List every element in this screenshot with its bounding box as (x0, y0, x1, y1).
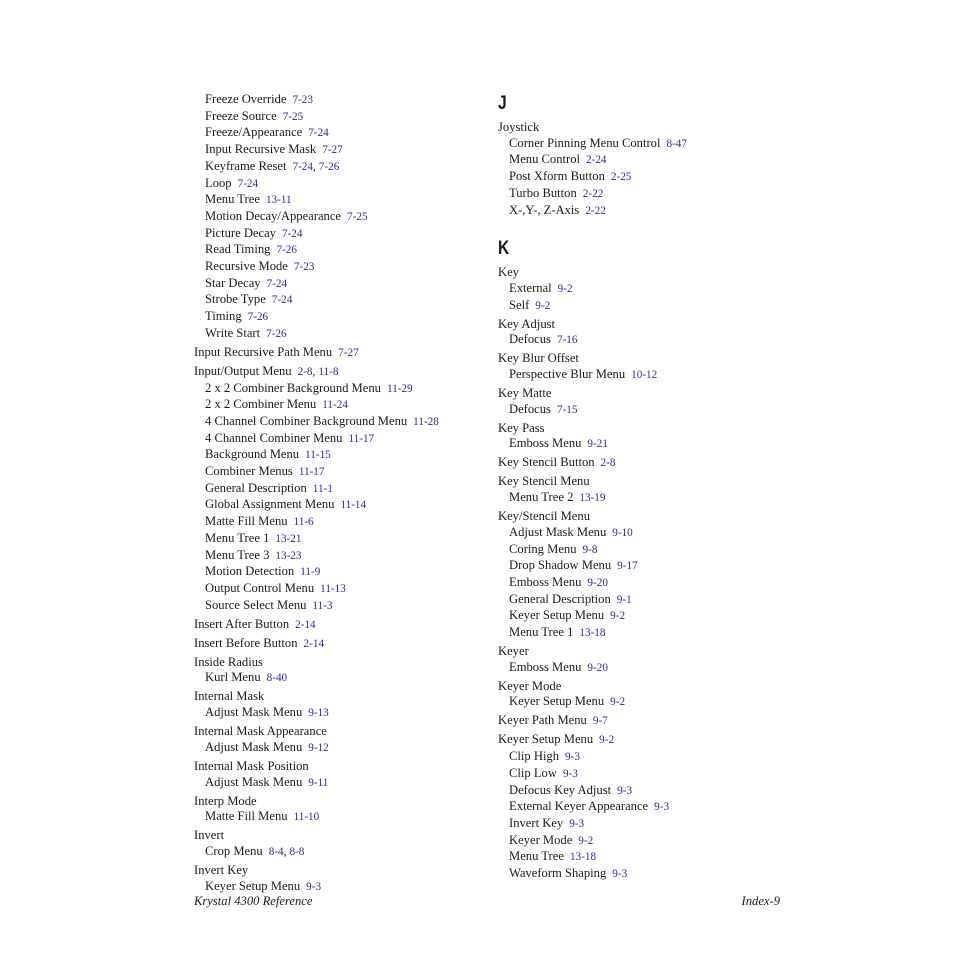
page-reference-link[interactable]: 7-26 (266, 327, 287, 340)
page-reference-link[interactable]: 11-15 (305, 449, 331, 462)
page-reference-link[interactable]: 9-3 (565, 751, 580, 764)
index-subentry (194, 809, 484, 826)
index-term: Freeze/Appearance (205, 125, 303, 140)
index-subentry (194, 844, 484, 861)
page-reference-link[interactable]: 7-27 (338, 346, 359, 359)
index-term: Matte Fill Menu (205, 514, 288, 529)
index-term: Invert (194, 828, 225, 843)
index-term: Write Start (205, 325, 261, 340)
ref-separator: , (313, 160, 316, 173)
index-letter-heading: J (498, 93, 507, 114)
page-reference-link[interactable]: 7-26 (247, 311, 269, 324)
index-subentry (194, 531, 484, 548)
index-term: External (509, 280, 552, 295)
page-reference-link[interactable]: 11-8 (318, 365, 339, 378)
index-subentry (498, 542, 788, 559)
index-term: Keyer Mode (498, 678, 562, 693)
index-term: Input Recursive Path Menu (194, 344, 333, 359)
index-entry (498, 265, 788, 281)
page-reference-link[interactable]: 7-23 (293, 261, 315, 274)
index-term: Defocus (509, 401, 551, 416)
page-reference-link[interactable]: 9-2 (610, 696, 626, 709)
index-subentry (498, 525, 788, 542)
page-reference-link[interactable]: 9-17 (617, 560, 638, 573)
page-reference-link[interactable]: 9-3 (654, 801, 670, 814)
index-term: Picture Decay (205, 225, 276, 240)
index-subentry (498, 866, 788, 883)
page-reference-link[interactable]: 11-13 (320, 582, 346, 595)
index-entry (498, 421, 788, 437)
index-term: Internal Mask Appearance (194, 724, 327, 739)
index-subentry (498, 783, 788, 800)
index-subentry (498, 849, 788, 866)
index-term: Motion Decay/Appearance (205, 208, 342, 223)
index-term: Turbo Button (509, 185, 577, 200)
index-term: Self (509, 297, 530, 312)
page-reference-link[interactable]: 9-1 (616, 593, 632, 606)
index-term: Keyer Mode (509, 832, 573, 847)
index-entry (194, 689, 484, 705)
index-subentry (194, 381, 484, 398)
index-term: 2 x 2 Combiner Menu (205, 397, 317, 412)
index-subentry (194, 431, 484, 448)
page-reference-link[interactable]: 9-2 (578, 834, 594, 847)
index-subentry (194, 879, 484, 896)
page-reference-link[interactable]: 11-24 (322, 399, 348, 412)
page-reference-link[interactable]: 13-18 (579, 627, 606, 640)
index-term: Recursive Mode (205, 259, 288, 274)
index-subentry (498, 169, 788, 186)
page-reference-link[interactable]: 7-24 (281, 227, 303, 240)
index-term: Menu Tree 1 (205, 530, 270, 545)
index-subentry (194, 481, 484, 498)
index-entry (194, 828, 484, 844)
index-term: Emboss Menu (509, 574, 582, 589)
page-reference-link[interactable]: 8-4 (268, 845, 284, 858)
index-entry (498, 386, 788, 402)
page-reference-link[interactable]: 9-2 (535, 299, 551, 312)
footer-title: Krystal 4300 Reference (194, 894, 313, 908)
index-term: Kurl Menu (205, 670, 261, 685)
index-subentry (498, 367, 788, 384)
page-reference-link[interactable]: 9-3 (562, 767, 578, 780)
page-reference-link[interactable]: 9-10 (612, 526, 633, 539)
page-reference-link[interactable]: 13-11 (265, 194, 292, 207)
index-entry (194, 655, 484, 671)
index-subentry (194, 670, 484, 687)
page-reference-link[interactable]: 7-27 (322, 144, 343, 157)
page-reference-link[interactable]: 2-8 (297, 365, 313, 378)
index-term: Motion Detection (205, 564, 295, 579)
index-entry (194, 724, 484, 740)
index-term: 2 x 2 Combiner Background Menu (205, 380, 381, 395)
page-reference-link[interactable]: 11-3 (312, 599, 333, 612)
index-term: Key Pass (498, 420, 545, 435)
index-subentry (194, 192, 484, 209)
index-term: Post Xform Button (509, 169, 605, 184)
index-term: Joystick (498, 120, 540, 134)
page-reference-link[interactable]: 8-40 (266, 672, 288, 685)
index-term: Global Assignment Menu (205, 497, 335, 512)
index-term: Insert After Button (194, 616, 290, 631)
page-reference-link[interactable]: 11-29 (386, 382, 413, 395)
index-subentry (194, 548, 484, 565)
index-term: Emboss Menu (509, 659, 582, 674)
index-term: Defocus (509, 332, 551, 347)
page-reference-link[interactable]: 11-14 (340, 499, 367, 512)
index-entry (498, 679, 788, 695)
index-subentry (194, 92, 484, 109)
index-term: Defocus Key Adjust (509, 782, 612, 797)
index-subentry (194, 497, 484, 514)
page-reference-link[interactable]: 9-12 (308, 741, 329, 754)
page-reference-link[interactable]: 13-21 (275, 532, 302, 545)
page-reference-link[interactable]: 7-26 (276, 244, 297, 257)
index-term: Adjust Mask Menu (205, 739, 303, 754)
index-term: Key/Stencil Menu (498, 509, 590, 524)
page-reference-link[interactable]: 11-9 (300, 566, 321, 579)
index-term: Matte Fill Menu (205, 809, 288, 824)
index-subentry (498, 298, 788, 315)
index-term: Menu Tree 2 (509, 490, 574, 505)
index-entry (498, 474, 788, 490)
index-term: X-,Y-, Z-Axis (509, 202, 580, 217)
index-term: Keyframe Reset (205, 158, 287, 173)
index-subentry (498, 608, 788, 625)
index-term: Insert Before Button (194, 635, 298, 650)
index-term: Invert Key (509, 815, 564, 830)
index-subentry (194, 109, 484, 126)
index-subentry (498, 833, 788, 850)
index-term: Keyer Setup Menu (509, 608, 605, 623)
page-reference-link[interactable]: 13-23 (275, 549, 302, 562)
page-reference-link[interactable]: 2-14 (295, 618, 316, 631)
index-term: Read Timing (205, 242, 271, 257)
index-term: Output Control Menu (205, 580, 315, 595)
page-reference-link[interactable]: 7-24 (292, 160, 313, 173)
index-subentry (498, 558, 788, 575)
page-reference-link[interactable]: 9-2 (610, 610, 626, 623)
index-term: Adjust Mask Menu (205, 705, 303, 720)
page-reference-link[interactable]: 11-17 (348, 432, 375, 445)
page-reference-link[interactable]: 7-25 (347, 210, 368, 223)
page-reference-link[interactable]: 7-24 (308, 127, 329, 140)
index-subentry (498, 281, 788, 298)
index-subentry (498, 186, 788, 203)
section-spacer (498, 219, 788, 237)
index-entry (498, 732, 788, 749)
page-reference-link[interactable]: 9-21 (587, 438, 608, 451)
index-subentry (194, 581, 484, 598)
page-reference-link[interactable]: 9-13 (308, 707, 329, 720)
index-term: Input/Output Menu (194, 363, 292, 378)
index-term: Key Blur Offset (498, 351, 579, 366)
index-subentry (194, 142, 484, 159)
index-term: 4 Channel Combiner Menu (205, 430, 343, 445)
index-entry (498, 317, 788, 333)
page-reference-link[interactable]: 2-14 (303, 637, 325, 650)
page-reference-link[interactable]: 2-22 (585, 204, 606, 217)
index-subentry (194, 226, 484, 243)
index-entry (194, 636, 484, 653)
index-subentry (194, 292, 484, 309)
index-term: Menu Tree 1 (509, 625, 574, 640)
index-entry (498, 351, 788, 367)
index-subentry (194, 740, 484, 757)
index-subentry (194, 176, 484, 193)
index-subentry (498, 436, 788, 453)
page-reference-link[interactable]: 13-18 (569, 851, 597, 864)
index-term: Drop Shadow Menu (509, 558, 612, 573)
index-term: Keyer Setup Menu (498, 732, 594, 747)
page-reference-link[interactable]: 11-6 (293, 516, 314, 529)
page-reference-link[interactable]: 9-3 (569, 817, 585, 830)
index-entry (194, 617, 484, 634)
page-reference-link[interactable]: 11-1 (312, 482, 333, 495)
index-subentry (194, 259, 484, 276)
index-subentry (498, 694, 788, 711)
index-subentry (194, 397, 484, 414)
index-term: Internal Mask Position (194, 758, 309, 773)
index-term: General Description (509, 591, 611, 606)
page-reference-link[interactable]: 7-16 (556, 334, 578, 347)
page-reference-link[interactable]: 7-24 (266, 277, 288, 290)
page-reference-link[interactable]: 7-25 (282, 110, 304, 123)
index-term: Strobe Type (205, 292, 266, 307)
index-term: Menu Control (509, 152, 581, 167)
page-reference-link[interactable]: 9-3 (617, 784, 633, 797)
index-term: Menu Tree (205, 192, 260, 207)
index-term: Key Stencil Button (498, 455, 595, 470)
index-term: Clip Low (509, 765, 557, 780)
index-subentry (498, 660, 788, 677)
index-term: Keyer Setup Menu (509, 694, 605, 709)
index-subentry (498, 766, 788, 783)
index-term: General Description (205, 480, 307, 495)
index-subentry (498, 152, 788, 169)
index-term: Timing (205, 309, 242, 324)
index-subentry (194, 276, 484, 293)
index-term: Key (498, 265, 519, 280)
index-term: Invert Key (194, 862, 249, 877)
page-reference-link[interactable]: 9-20 (587, 661, 608, 674)
index-term: External Keyer Appearance (509, 799, 649, 814)
index-subentry (498, 332, 788, 349)
index-subentry (194, 775, 484, 792)
index-entry (194, 759, 484, 775)
page-reference-link[interactable]: 9-8 (582, 543, 598, 556)
index-entry (498, 120, 788, 136)
ref-separator: , (312, 365, 316, 378)
index-subentry (194, 447, 484, 464)
index-subentry (194, 414, 484, 431)
page-reference-link[interactable]: 11-17 (298, 466, 325, 479)
index-term: Menu Tree (509, 849, 564, 864)
page-reference-link[interactable]: 9-3 (612, 868, 628, 881)
index-subentry (194, 242, 484, 259)
page-reference-link[interactable]: 9-2 (557, 282, 573, 295)
index-subentry (498, 799, 788, 816)
index-term: Corner Pinning Menu Control (509, 135, 661, 150)
index-subentry (194, 159, 484, 176)
index-term: 4 Channel Combiner Background Menu (205, 413, 408, 428)
index-subentry (498, 816, 788, 833)
index-subentry (194, 705, 484, 722)
index-entry (498, 713, 788, 730)
index-subentry (498, 203, 788, 220)
index-term: Combiner Menus (205, 464, 293, 479)
footer-page-number: Index-9 (741, 894, 780, 908)
index-term: Waveform Shaping (509, 866, 607, 881)
index-term: Keyer (498, 644, 529, 659)
index-term: Key Stencil Menu (498, 474, 590, 489)
page-reference-link[interactable]: 10-12 (631, 369, 658, 382)
index-subentry (194, 464, 484, 481)
index-entry (194, 364, 484, 381)
index-entry (498, 455, 788, 472)
page-reference-link[interactable]: 2-22 (582, 187, 604, 200)
index-subentry (498, 402, 788, 419)
index-term: Freeze Source (205, 108, 277, 123)
index-term: Perspective Blur Menu (509, 367, 626, 382)
index-column-left (194, 92, 484, 895)
index-entry (194, 345, 484, 362)
index-term: Internal Mask (194, 689, 265, 704)
index-term: Inside Radius (194, 654, 263, 669)
page-reference-link[interactable]: 8-47 (666, 137, 687, 150)
index-entry (498, 509, 788, 525)
page-reference-link[interactable]: 11-28 (413, 415, 439, 428)
index-entry (194, 794, 484, 810)
index-subentry (194, 514, 484, 531)
page-reference-link[interactable]: 11-10 (293, 811, 320, 824)
page-reference-link[interactable]: 7-26 (318, 160, 340, 173)
page-reference-link[interactable]: 7-24 (271, 294, 293, 307)
index-term: Crop Menu (205, 843, 263, 858)
page-reference-link[interactable]: 2-25 (610, 171, 632, 184)
index-subentry (498, 136, 788, 153)
index-term: Adjust Mask Menu (205, 774, 303, 789)
index-term: Menu Tree 3 (205, 547, 270, 562)
index-term: Background Menu (205, 447, 300, 462)
page-reference-link[interactable]: 9-11 (308, 776, 329, 789)
page-reference-link[interactable]: 7-15 (556, 403, 578, 416)
page-reference-link[interactable]: 2-24 (586, 154, 607, 167)
index-letter-heading: K (498, 238, 510, 260)
index-subentry (498, 749, 788, 766)
index-subentry (194, 209, 484, 226)
index-term: Clip High (509, 749, 560, 764)
page-reference-link[interactable]: 9-20 (587, 576, 608, 589)
page-reference-link[interactable]: 9-7 (592, 715, 608, 728)
page-reference-link[interactable]: 9-3 (306, 880, 322, 893)
index-term: Adjust Mask Menu (509, 524, 607, 539)
index-subentry (194, 125, 484, 142)
page-reference-link[interactable]: 7-24 (237, 177, 259, 190)
index-term: Interp Mode (194, 793, 257, 808)
index-subentry (194, 564, 484, 581)
index-term: Key Adjust (498, 316, 556, 331)
index-subentry (194, 598, 484, 615)
index-subentry (498, 625, 788, 642)
page-reference-link[interactable]: 2-8 (600, 457, 616, 470)
index-term: Star Decay (205, 275, 261, 290)
index-term: Keyer Path Menu (498, 713, 587, 728)
index-subentry (498, 592, 788, 609)
index-column-right (498, 92, 788, 883)
index-term: Freeze Override (205, 92, 287, 106)
index-entry (194, 863, 484, 879)
ref-separator: , (283, 845, 287, 858)
index-term: Source Select Menu (205, 597, 307, 612)
page-reference-link[interactable]: 9-2 (599, 734, 615, 747)
index-term: Loop (205, 175, 232, 190)
index-term: Coring Menu (509, 541, 577, 556)
index-subentry (498, 575, 788, 592)
page-reference-link[interactable]: 7-23 (292, 94, 313, 106)
index-term: Keyer Setup Menu (205, 878, 301, 893)
index-entry (498, 644, 788, 660)
index-subentry (194, 309, 484, 326)
page-reference-link[interactable]: 8-8 (289, 845, 305, 858)
index-subentry (498, 490, 788, 507)
page-reference-link[interactable]: 13-19 (579, 492, 606, 505)
index-term: Key Matte (498, 386, 552, 401)
index-subentry (194, 326, 484, 343)
index-term: Input Recursive Mask (205, 142, 317, 157)
index-term: Emboss Menu (509, 436, 582, 451)
